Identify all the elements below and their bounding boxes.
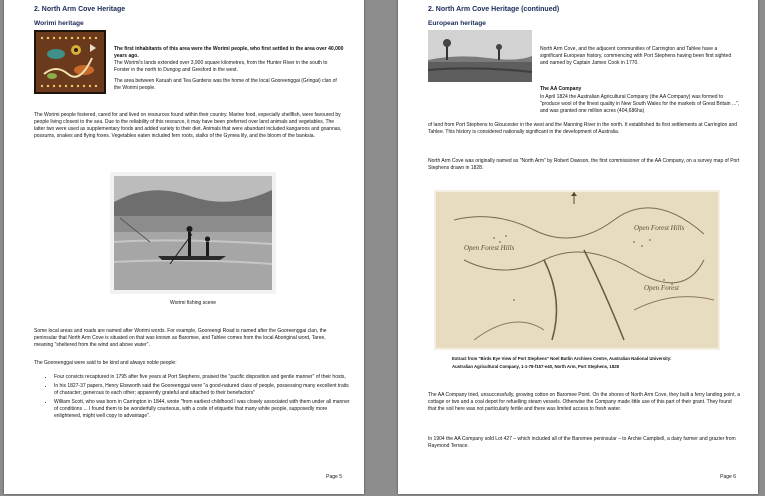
map-caption-line-1: Extract from "Birds Eye View of Port Stephens" Noel Butlin Archives Centre, Australian National University: bbox=[452, 356, 672, 361]
page-number: Page 5 bbox=[326, 474, 342, 480]
intro-paragraph-2: The Worimi's lands extended over 3,900 square kilometres, from the Hunter River in the south to Forster in the north to Dungog and Gresford in the west. bbox=[114, 60, 328, 73]
paragraph-noble: The Gooreenggai were said to be kind and always noble people: bbox=[34, 360, 177, 366]
list-item: • William Scott, who was born in Carrington in 1844, wrote "from earliest childhood I was closely associated with them under all manner of conditions ... I found them to be wonderfully courteous, with a code of etiquette that many white people, supposedly more enlightened, might well copy to advantage". bbox=[54, 399, 350, 420]
section-title: 2. North Arm Cove Heritage bbox=[34, 6, 126, 13]
aa-paragraph-1b: of land from Port Stephens to Gloucester in the west and the Manning River in the north. It established its first settlements at Carrington and Tahlee. This history is considered nationally significant in the development of Australia. bbox=[428, 122, 738, 135]
list-item: • In his 1827-37 papers, Henry Ebsworth said the Gooreenggai were "a good-natured class of people, possessing many excellent traits of character; generous to each other; apparently grateful and attached to their benefactors" bbox=[54, 383, 350, 397]
subheading-worimi: Worimi heritage bbox=[34, 20, 84, 27]
noble-quotes-list bbox=[38, 374, 350, 421]
paragraph-1904: In 1904 the AA Company sold Lot 427 – which included all of the Baromee peninsular – to Archie Campbell, a dairy farmer and grazier from Raymond Terrace. bbox=[428, 436, 736, 449]
aboriginal-artwork-image bbox=[34, 30, 106, 94]
page-6 bbox=[398, 0, 758, 494]
map-caption-line-2: Australian Agricultural Company, 1-1-78-f157-e40, North Arm, Port Stephens, 1828 bbox=[452, 364, 619, 369]
aa-paragraph-1a: In April 1824 the Australian Agricultural Company (the AA Company) was formed to "produce wool of the finest quality in New South Wales for the markets of Great Britain ...", and was granted one million acres (404,686ha) bbox=[540, 94, 740, 114]
map-label: Open Forest Hills bbox=[464, 244, 515, 252]
page-5 bbox=[4, 0, 364, 494]
paragraph-fostered: The Worimi people fostered, cared for and lived on resources found within their country. Marine food, especially shellfish, were favoured by people living closest to the sea. Due to the reliability of this resource, it may have been preferred over land animals and vegetables. The latter two were used as supplementary foods and added variety to their diet. Animals that were abundant included kangaroos and goannas, possums, snakes and flying foxes. Vegetables eaten included fern roots, stalks of the Gymea lily, and the bloom of the banksia. bbox=[34, 112, 342, 139]
european-intro: North Arm Cove, and the adjacent communities of Carrington and Tahlee have a significant European history, commencing with Port Stephens having been first sighted and named by Captain James Cook in 1770. bbox=[540, 46, 732, 66]
worimi-fishing-photo bbox=[110, 172, 276, 294]
aa-company-heading: The AA Company bbox=[540, 86, 582, 92]
historical-map-image bbox=[434, 190, 720, 350]
paragraph-cotton: The AA Company tried, unsuccessfully, growing cotton on Baromee Point. On the shores of North Arm Cove, they built a ferry landing point, a cottage or two and a coal depot for refuelling steam vessels. Otherwise the Company made little use of this part of their grant. They found that the soil here was not particularly fertile and there was limited access to fresh water. bbox=[428, 392, 741, 412]
intro-paragraph-1: The first inhabitants of this area were the Worimi people, who first settled in the area over 40,000 years ago. bbox=[114, 46, 344, 59]
paragraph-names: Some local areas and roads are named after Worimi words. For example, Gooreengi Road is named after the Gooreenggai clan, the peninsular that North Arm Cove is situated on that was known as Baromee, and Tahlee comes from the local Aboriginal word, Taree, meaning "sheltered from the wind and above water". bbox=[34, 328, 327, 348]
section-title: 2. North Arm Cove Heritage (continued) bbox=[428, 6, 560, 13]
map-label: Open Forest Hills bbox=[634, 224, 685, 232]
aa-paragraph-2: North Arm Cove was originally named as "North Arm" by Robert Dawson, the first commissioner of the AA Company, on a survey map of Port Stephens drawn in 1828. bbox=[428, 158, 740, 171]
map-label: Open Forest bbox=[644, 284, 679, 292]
landscape-photo bbox=[428, 30, 532, 82]
page-number: Page 6 bbox=[720, 474, 736, 480]
list-item: • Four convicts recaptured in 1795 after five years at Port Stephens, praised the "pacific disposition and gentle manner" of their hosts, bbox=[54, 374, 350, 381]
photo-caption: Worimi fishing scene bbox=[169, 300, 217, 306]
subheading-european: European heritage bbox=[428, 20, 486, 27]
intro-paragraph-3: The area between Karuah and Tea Gardens was the home of the local Gooreenggai (Gringai) clan of the Worimi people. bbox=[114, 78, 337, 91]
